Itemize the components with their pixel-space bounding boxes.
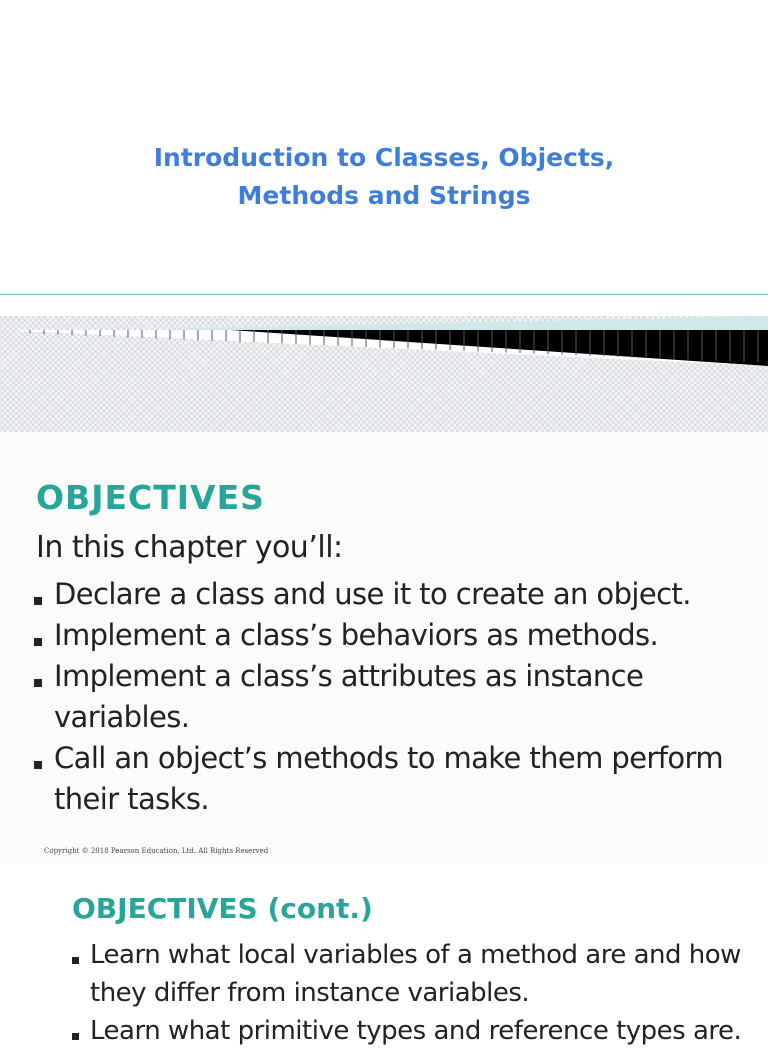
title-slide xyxy=(0,0,768,432)
copyright-notice: Copyright © 2018 Pearson Education, Ltd. All Rights Reserved xyxy=(44,847,269,855)
objective-text: Call an object’s methods to make them perform their tasks. xyxy=(54,741,723,816)
bullet-square-icon xyxy=(72,1033,79,1040)
teal-wedge xyxy=(120,316,768,330)
objective-item xyxy=(32,574,752,615)
objective-text: Learn what primitive types and reference types are. xyxy=(90,1016,742,1046)
decorative-band-graphic xyxy=(0,316,768,432)
objectives-cont-slide xyxy=(0,864,768,1046)
objectives-cont-list xyxy=(70,936,750,1050)
objectives-intro: In this chapter you’ll: xyxy=(36,530,343,565)
slide-title-line-2: Methods and Strings xyxy=(237,180,531,210)
bullet-square-icon xyxy=(72,957,79,964)
objective-item xyxy=(32,656,752,738)
objectives-cont-heading: OBJECTIVES (cont.) xyxy=(72,892,373,925)
bullet-square-icon xyxy=(34,597,42,605)
objective-item xyxy=(70,1012,750,1050)
objectives-heading: OBJECTIVES xyxy=(36,478,265,517)
objective-item xyxy=(32,738,752,820)
objectives-list xyxy=(32,574,752,820)
objective-text: Implement a class’s behaviors as methods. xyxy=(54,618,659,652)
objective-text: Learn what local variables of a method are and how they differ from instance variables. xyxy=(90,940,741,1008)
objective-item xyxy=(70,936,750,1012)
slide-title xyxy=(0,139,768,215)
decorative-band xyxy=(0,316,768,432)
slide-title-line-1: Introduction to Classes, Objects, xyxy=(153,142,615,172)
bullet-square-icon xyxy=(34,761,42,769)
teal-rule xyxy=(0,294,768,295)
objective-text: Declare a class and use it to create an object. xyxy=(54,577,691,611)
bullet-square-icon xyxy=(34,638,42,646)
objective-text: Implement a class’s attributes as instance variables. xyxy=(54,659,644,734)
objective-item xyxy=(32,615,752,656)
bullet-square-icon xyxy=(34,679,42,687)
objectives-slide xyxy=(0,432,768,864)
